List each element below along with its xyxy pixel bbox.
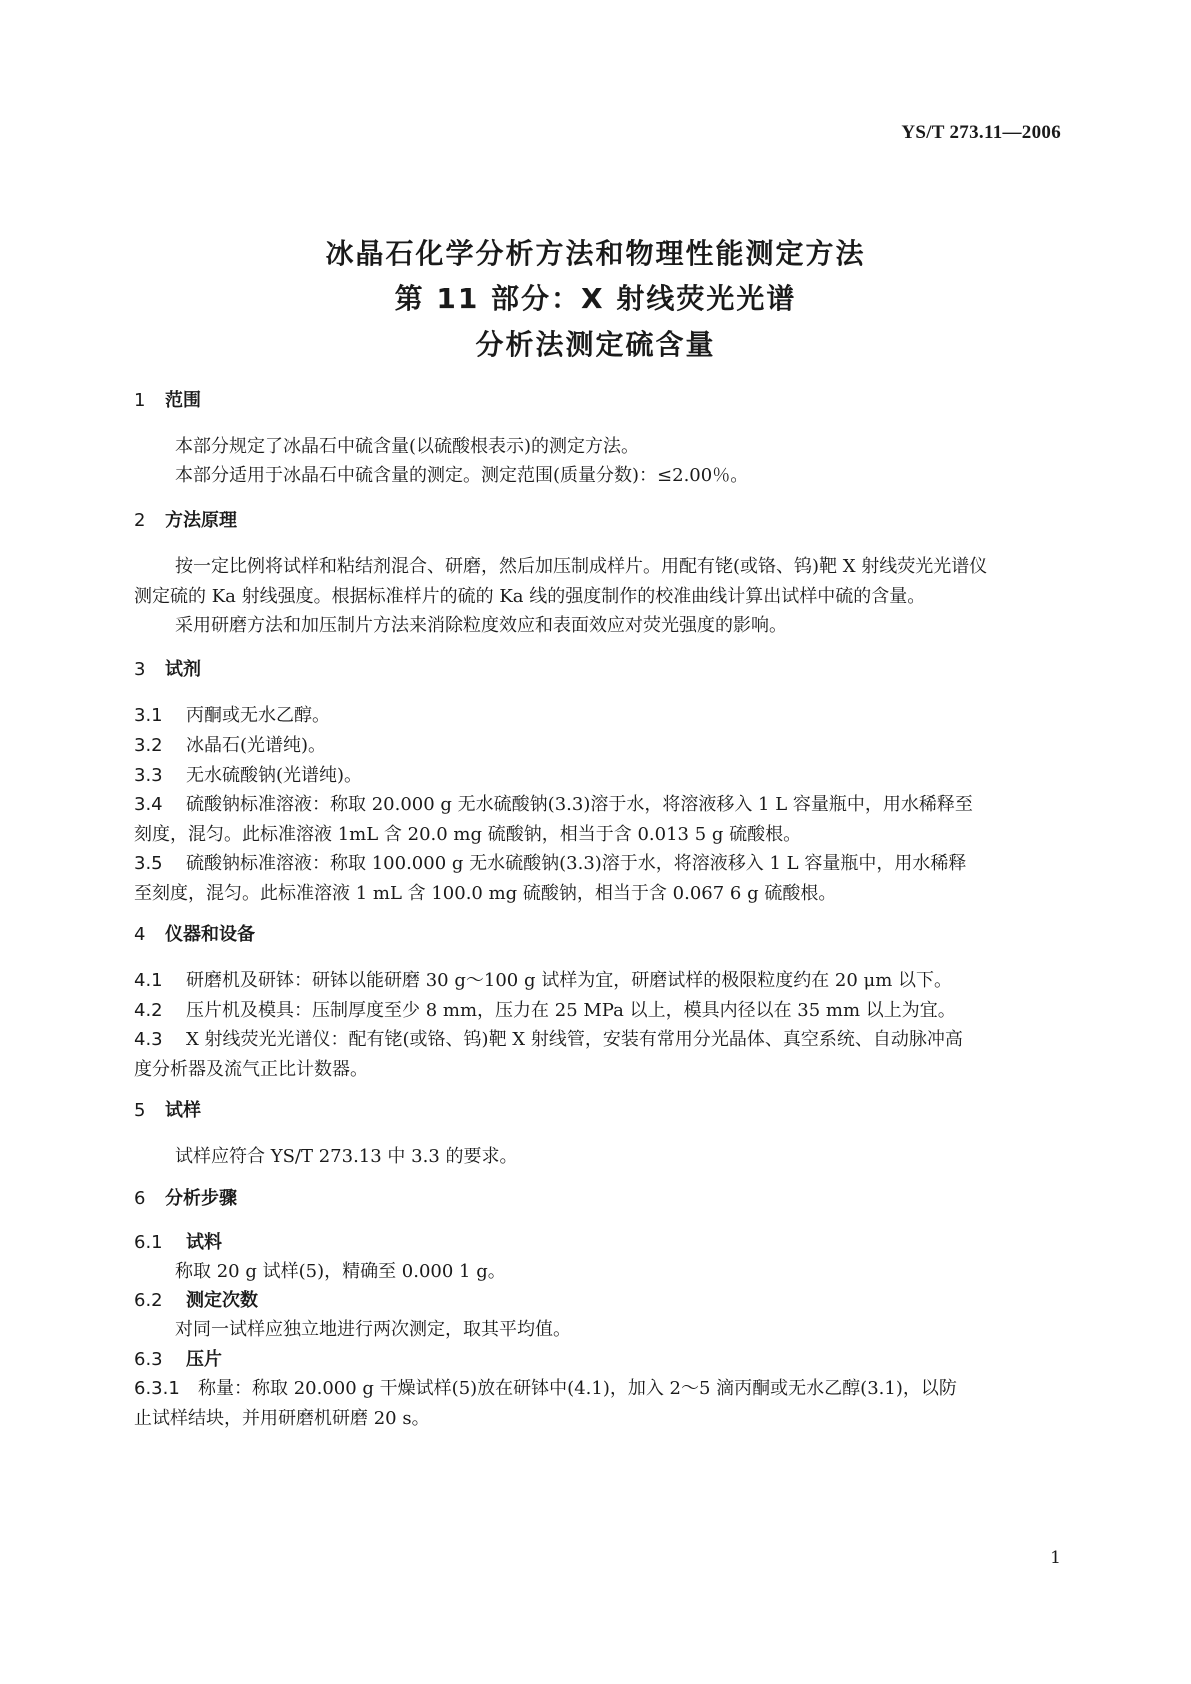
paragraph: 本部分规定了冰晶石中硫含量(以硫酸根表示)的测定方法。 [175,436,640,457]
item-continued: 止试样结块，并用研磨机研磨 20 s。 [134,1408,430,1429]
section-title: 试样 [165,1100,201,1121]
item-text: 称量：称取 20.000 g 干燥试样(5)放在研钵中(4.1)，加入 2～5 滴丙酮或无水乙醇(3.1)，以防 [198,1378,957,1399]
item-text: 硫酸钠标准溶液：称取 100.000 g 无水硫酸钠(3.3)溶于水，将溶液移入 1 L 容量瓶中，用水稀释 [186,853,967,874]
paragraph: 试样应符合 YS/T 273.13 中 3.3 的要求。 [175,1146,518,1167]
item-text: X 射线荧光光谱仪：配有铑(或铬、钨)靶 X 射线管，安装有常用分光晶体、真空系统、自动脉冲高 [186,1029,963,1050]
page-number: 1 [1050,1548,1061,1568]
item-number: 3.4 [134,794,163,815]
section-1-heading [134,386,201,412]
item-4-3 [134,1025,963,1051]
subsection-title: 测定次数 [186,1290,258,1311]
item-3-3 [134,761,362,787]
item-number: 3.3 [134,765,163,786]
section-number: 5 [134,1100,146,1121]
subsection-title: 压片 [186,1349,222,1370]
item-number: 3.2 [134,735,163,756]
paragraph: 采用研磨方法和加压制片方法来消除粒度效应和表面效应对荧光强度的影响。 [175,615,787,636]
subsection-6-2 [134,1286,258,1312]
section-number: 3 [134,659,146,680]
subsection-6-3 [134,1345,222,1371]
paragraph: 称取 20 g 试样(5)，精确至 0.000 1 g。 [175,1261,506,1282]
subsection-6-1 [134,1228,222,1254]
section-number: 2 [134,510,146,531]
section-number: 6 [134,1188,146,1209]
section-6-heading [134,1184,237,1210]
item-3-2 [134,731,326,757]
section-4-heading [134,920,255,946]
title-line-1: 冰晶石化学分析方法和物理性能测定方法 [325,237,866,270]
section-title: 范围 [165,390,201,411]
section-title: 试剂 [165,659,201,680]
item-number: 4.3 [134,1029,163,1050]
item-continued: 至刻度，混匀。此标准溶液 1 mL 含 100.0 mg 硫酸钠，相当于含 0.067 6 g 硫酸根。 [134,883,837,904]
item-6-3-1 [134,1374,957,1400]
section-2-heading [134,506,237,532]
item-4-1 [134,966,952,992]
item-text: 丙酮或无水乙醇。 [186,705,330,726]
item-3-4 [134,790,973,816]
paragraph: 本部分适用于冰晶石中硫含量的测定。测定范围(质量分数)：≤2.00％。 [175,465,749,486]
section-title: 分析步骤 [165,1188,237,1209]
item-text: 压片机及模具：压制厚度至少 8 mm，压力在 25 MPa 以上，模具内径以在 35 mm 以上为宜。 [186,1000,956,1021]
document-code: YS/T 273.11—2006 [901,122,1061,143]
item-3-1 [134,701,330,727]
section-title: 方法原理 [165,510,237,531]
item-number: 6.1 [134,1232,163,1253]
section-title: 仪器和设备 [165,924,255,945]
section-5-heading [134,1096,201,1122]
item-text: 硫酸钠标准溶液：称取 20.000 g 无水硫酸钠(3.3)溶于水，将溶液移入 1 L 容量瓶中，用水稀释至 [186,794,973,815]
item-number: 6.3.1 [134,1378,180,1399]
item-text: 无水硫酸钠(光谱纯)。 [186,765,363,786]
item-number: 3.5 [134,853,163,874]
section-number: 1 [134,390,146,411]
title-line-3: 分析法测定硫含量 [475,328,716,361]
item-text: 研磨机及研钵：研钵以能研磨 30 g～100 g 试样为宜，研磨试样的极限粒度约在 20 μm 以下。 [186,970,953,991]
item-number: 6.2 [134,1290,163,1311]
title-line-2: 第 11 部分：X 射线荧光光谱 [394,282,797,315]
item-number: 3.1 [134,705,163,726]
section-number: 4 [134,924,146,945]
section-3-heading [134,655,201,681]
item-number: 6.3 [134,1349,163,1370]
item-text: 冰晶石(光谱纯)。 [186,735,327,756]
item-3-5 [134,849,966,875]
item-4-2 [134,996,956,1022]
item-continued: 度分析器及流气正比计数器。 [134,1059,368,1080]
paragraph: 按一定比例将试样和粘结剂混合、研磨，然后加压制成样片。用配有铑(或铬、钨)靶 X 射线荧光光谱仪 [175,556,988,577]
item-continued: 刻度，混匀。此标准溶液 1mL 含 20.0 mg 硫酸钠，相当于含 0.013 5 g 硫酸根。 [134,824,802,845]
item-number: 4.1 [134,970,163,991]
item-number: 4.2 [134,1000,163,1021]
subsection-title: 试料 [186,1232,222,1253]
paragraph-continued: 测定硫的 Ka 射线强度。根据标准样片的硫的 Ka 线的强度制作的校准曲线计算出试样中硫的含量。 [134,586,926,607]
paragraph: 对同一试样应独立地进行两次测定，取其平均值。 [175,1319,571,1340]
